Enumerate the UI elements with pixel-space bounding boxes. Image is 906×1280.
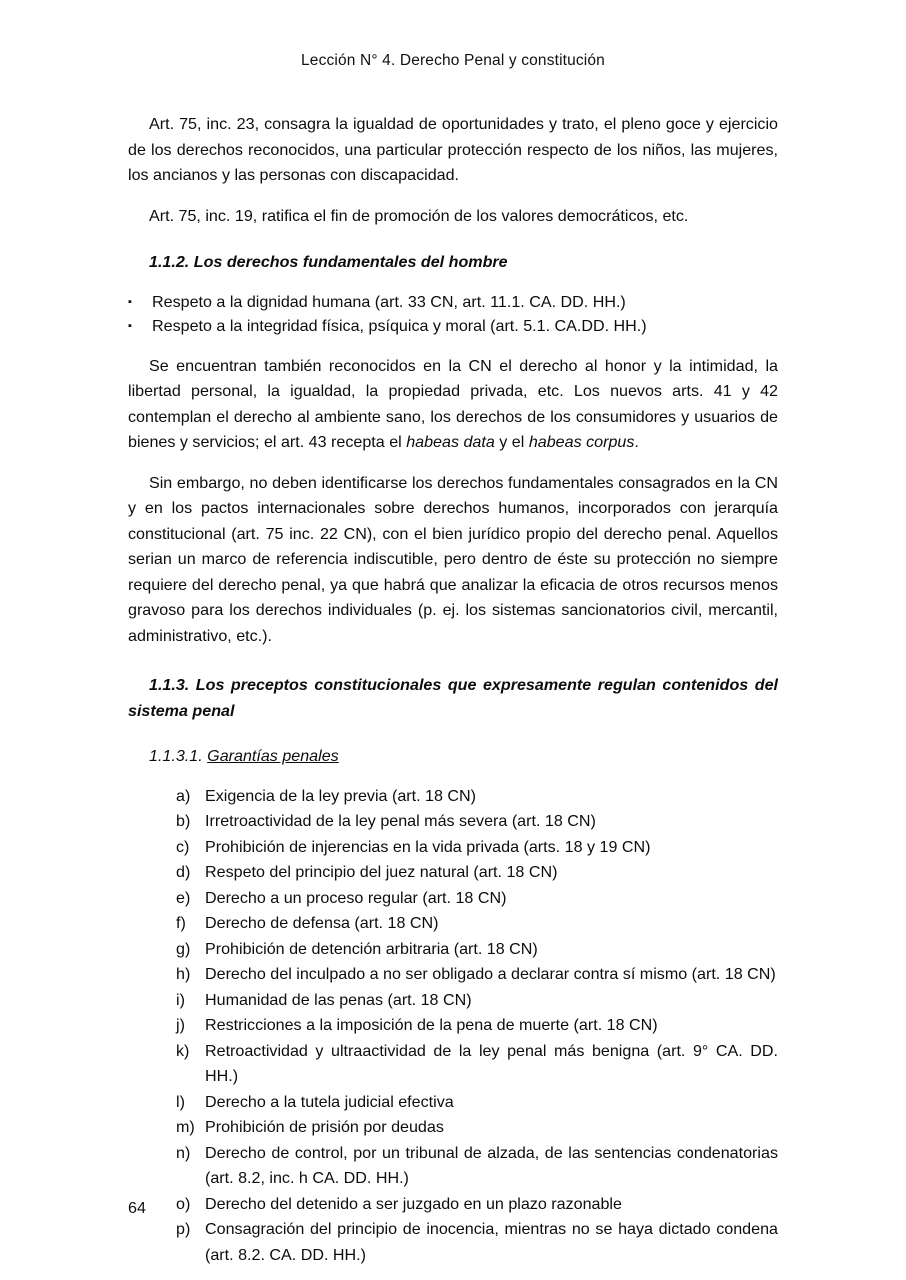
square-bullet-icon: ▪ [128, 295, 132, 308]
heading-1-1-3: 1.1.3. Los preceptos constitucionales que expresamente regulan contenidos del sistema penal [128, 676, 778, 720]
list-item-marker: o) [176, 1194, 191, 1213]
list-item-label: Prohibición de injerencias en la vida privada (arts. 18 y 19 CN) [205, 837, 651, 856]
list-item [128, 1192, 778, 1218]
list-item [128, 860, 778, 886]
list-item [128, 911, 778, 937]
list-item-marker: d) [176, 863, 191, 881]
list-item-label: Respeto a la dignidad humana (art. 33 CN, art. 11.1. CA. DD. HH.) [152, 292, 626, 311]
paragraph-text-segment: Se encuentran también reconocidos en la CN el derecho al honor y la intimidad, la libertad personal, la igualdad, la propiedad privada, etc. Los nuevos arts. 41 y 42 contemplan el derecho al ambiente sano, los derechos de los consumidores y usuarios de bienes y servicios; el art. 43 recepta el [128, 356, 778, 451]
list-item [128, 784, 778, 810]
paragraph-text-segment: y el [494, 433, 529, 451]
page-content [128, 112, 778, 1268]
list-item-marker: a) [176, 786, 191, 805]
list-item [128, 1039, 778, 1090]
list-item-label: Derecho a la tutela judicial efectiva [205, 1092, 454, 1111]
list-item-label: Derecho a un proceso regular (art. 18 CN) [205, 888, 507, 907]
list-item-label: Prohibición de detención arbitraria (art. 18 CN) [205, 939, 538, 958]
heading-1-1-3-1 [128, 744, 778, 770]
italic-habeas-corpus: habeas corpus [528, 433, 635, 451]
list-item [128, 937, 778, 963]
paragraph-sin-embargo: Sin embargo, no deben identificarse los derechos fundamentales consagrados en la CN y en los pactos internacionales sobre derechos humanos, incorporados con jerarquía constitucional (art. 75 inc. 22 CN), con el bien jurídico propio del derecho penal. Aquellos serian un marco de referencia indiscutible, pero dentro de éste su protección no siempre requiere del derecho penal, ya que habrá que analizar la eficacia de otros recursos menos gravoso para los derechos individuales (p. ej. los sistemas sancionatorios civil, mercantil, administrativo, etc.). [128, 473, 778, 645]
running-header: Lección N° 4. Derecho Penal y constitución [301, 52, 605, 69]
list-item-label: Derecho del inculpado a no ser obligado a declarar contra sí mismo (art. 18 CN) [205, 965, 776, 983]
paragraph-reconocidos-cn [128, 354, 778, 456]
list-item-label: Exigencia de la ley previa (art. 18 CN) [205, 786, 477, 805]
heading-number: 1.1.3.1. [149, 747, 208, 765]
list-item-marker: g) [176, 939, 191, 958]
penal-guarantees-list [128, 784, 778, 1269]
list-item-label: Restricciones a la imposición de la pena de muerte (art. 18 CN) [205, 1016, 658, 1034]
fundamental-rights-bullet-list [128, 290, 778, 338]
list-item-label: Consagración del principio de inocencia, mientras no se haya dictado condena (art. 8.2. CA. DD. HH.) [205, 1220, 778, 1264]
paragraph-text-segment: . [634, 433, 639, 451]
heading-title: Garantías penales [207, 747, 339, 765]
list-item-marker: f) [176, 914, 186, 932]
page-number: 64 [128, 1199, 146, 1217]
list-item [128, 1013, 778, 1039]
italic-habeas-data: habeas data [406, 433, 495, 451]
list-item-marker: h) [176, 965, 191, 983]
list-item [128, 835, 778, 861]
square-bullet-icon: ▪ [128, 319, 132, 332]
list-item-marker: m) [176, 1118, 195, 1136]
list-item [128, 809, 778, 835]
list-item-label: Derecho de defensa (art. 18 CN) [205, 914, 439, 932]
list-item-label: Respeto a la integridad física, psíquica y moral (art. 5.1. CA.DD. HH.) [152, 316, 647, 335]
list-item-label: Respeto del principio del juez natural (art. 18 CN) [205, 863, 558, 881]
list-item-marker: e) [176, 888, 191, 907]
paragraph-art-75-inc-19: Art. 75, inc. 19, ratifica el fin de promoción de los valores democráticos, etc. [149, 206, 689, 225]
list-item [128, 290, 778, 314]
list-item-marker: k) [176, 1041, 190, 1060]
list-item-label: Humanidad de las penas (art. 18 CN) [205, 990, 472, 1009]
paragraph-art-75-inc-23: Art. 75, inc. 23, consagra la igualdad de oportunidades y trato, el pleno goce y ejercicio de los derechos reconocidos, una particular protección respecto de los niños, las mujeres, los ancianos y las personas con discapacidad. [128, 115, 778, 184]
list-item-marker: n) [176, 1143, 191, 1162]
list-item [128, 1141, 778, 1192]
list-item [128, 962, 778, 988]
list-item [128, 1090, 778, 1116]
list-item-label: Retroactividad y ultraactividad de la ley penal más benigna (art. 9° CA. DD. HH.) [205, 1041, 778, 1085]
list-item-marker: l) [176, 1092, 185, 1111]
heading-1-1-2: 1.1.2. Los derechos fundamentales del hombre [149, 253, 508, 271]
list-item-marker: b) [176, 812, 191, 830]
list-item [128, 314, 778, 338]
list-item [128, 886, 778, 912]
list-item-label: Derecho del detenido a ser juzgado en un plazo razonable [205, 1194, 622, 1213]
list-item-label: Irretroactividad de la ley penal más severa (art. 18 CN) [205, 812, 596, 830]
list-item [128, 1115, 778, 1141]
list-item-marker: c) [176, 837, 190, 856]
list-item-marker: j) [176, 1016, 185, 1034]
list-item-label: Derecho de control, por un tribunal de alzada, de las sentencias condenatorias (art. 8.2, inc. h CA. DD. HH.) [205, 1143, 778, 1187]
list-item [128, 1217, 778, 1268]
list-item-marker: p) [176, 1220, 191, 1238]
list-item-label: Prohibición de prisión por deudas [205, 1118, 444, 1136]
list-item-marker: i) [176, 990, 185, 1009]
list-item [128, 988, 778, 1014]
